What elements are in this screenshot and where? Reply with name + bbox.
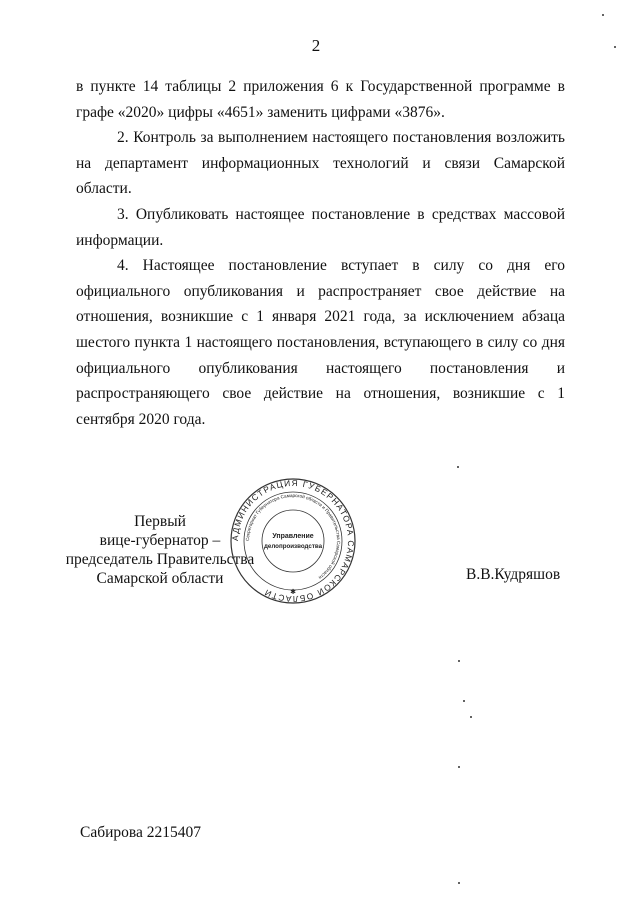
stamp-inner-text: Секретариат Губернатора Самарской области и Правительства Самарской области — [244, 492, 342, 581]
scan-speck — [602, 14, 604, 16]
scan-speck — [458, 882, 460, 884]
stamp-center-line-2: делопроизводства — [263, 543, 323, 550]
executor-contact: Сабирова 2215407 — [80, 824, 202, 841]
position-line-3: председатель Правительства — [65, 551, 255, 568]
stamp-center-line-1: Управление — [272, 533, 314, 540]
scan-speck — [614, 46, 616, 48]
position-line-1: Первый — [134, 513, 186, 530]
paragraph-3: 3. Опубликовать настоящее постановление в средствах массовой информации. — [76, 205, 565, 249]
scan-speck — [470, 716, 472, 718]
scan-speck — [458, 660, 460, 662]
scan-speck — [463, 700, 465, 702]
position-line-2: вице-губернатор – — [99, 532, 221, 549]
stamp-star-icon: ✱ — [290, 589, 296, 596]
paragraph-4: 4. Настоящее постановление вступает в силу со дня его официального опубликования и распространяет свое действие на отношения, возникшие с 1 января 2021 года, за исключением абзаца шестого пункта 1 настоящего постановления, вступающего в силу со дня официального опубликования настоящего постановления и распространяющего свое действие на отношения, возникшие с 1 сентября 2020 года. — [76, 257, 565, 428]
scan-speck — [458, 766, 460, 768]
document-body — [76, 74, 565, 432]
paragraph-1: в пункте 14 таблицы 2 приложения 6 к Государственной программе в графе «2020» цифры «4651» заменить цифрами «3876». — [76, 78, 565, 121]
official-stamp — [228, 476, 358, 606]
position-line-4: Самарской области — [96, 570, 224, 587]
paragraph-2: 2. Контроль за выполнением настоящего постановления возложить на департамент информационных технологий и связи Самарской области. — [76, 129, 565, 198]
scan-speck — [457, 466, 459, 468]
stamp-outer-text: АДМИНИСТРАЦИЯ ГУБЕРНАТОРА САМАРСКОЙ ОБЛАСТИ — [229, 477, 357, 605]
signatory-name: В.В.Кудряшов — [466, 566, 561, 583]
page-number: 2 — [311, 36, 321, 55]
